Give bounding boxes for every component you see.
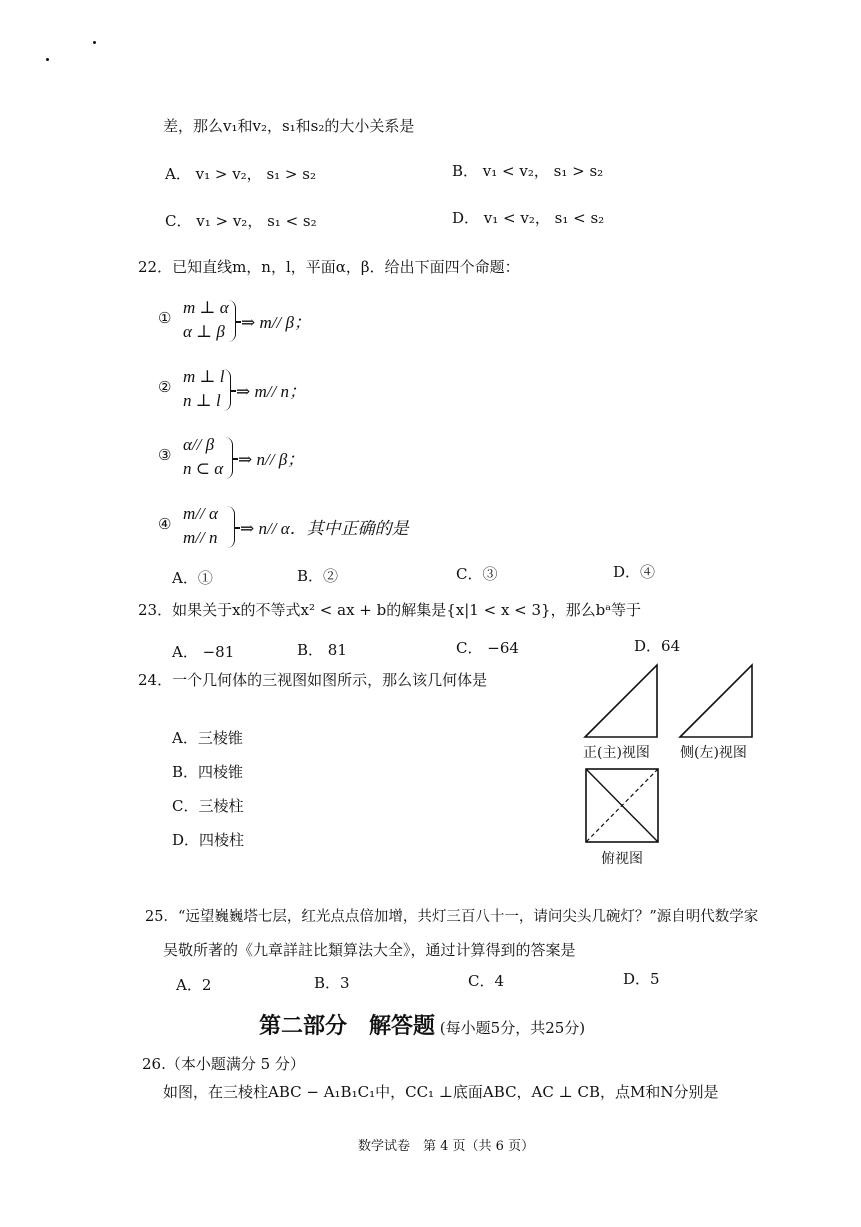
q21-option-a[interactable]: A． v₁ > v₂， s₁ > s₂ [165,165,316,183]
brace [222,437,233,479]
q25-line-1: 25．“远望巍巍塔七层，红光点点倍加增，共灯三百八十一，请问尖头几碗灯？”源自明代数学家 [145,909,759,925]
q25-option-b[interactable]: B．3 [314,974,350,992]
prop-line-1: m ⊥ l [183,367,225,386]
prop-number: ③ [158,446,172,464]
part2-title: 第二部分 解答题 [259,1014,436,1039]
prop-line-2: n ⊂ α [183,459,224,478]
q22-stem: 22．已知直线m，n，l，平面α，β．给出下面四个命题： [138,258,520,276]
scan-speck [46,58,49,61]
prop-result: ⇒ n// β； [238,450,305,469]
q21-option-b[interactable]: B． v₁ < v₂， s₁ > s₂ [452,162,604,180]
prop-number: ④ [158,515,172,533]
q22-option-a[interactable]: A．① [172,569,213,587]
q21-option-c[interactable]: C． v₁ > v₂， s₁ < s₂ [165,212,317,230]
q23-option-d[interactable]: D．64 [634,637,681,655]
brace [225,300,236,342]
q24-option-b[interactable]: B．四棱锥 [172,763,244,781]
brace [224,506,235,548]
q21-option-d[interactable]: D． v₁ < v₂， s₁ < s₂ [452,209,605,227]
q22-option-b[interactable]: B．② [297,567,339,585]
prop-result: ⇒ m// β； [241,313,311,332]
q23-option-a[interactable]: A． −81 [172,643,235,661]
side-view-triangle [680,665,752,737]
q24-option-d[interactable]: D．四棱柱 [172,831,245,849]
q26-body: 如图，在三棱柱ABC − A₁B₁C₁中，CC₁ ⊥底面ABC，AC ⊥ CB，点M和N分别是 [163,1083,719,1101]
q25-option-a[interactable]: A．2 [176,976,212,994]
brace [220,369,231,411]
prop-line-2: n ⊥ l [183,391,221,410]
top-view-label: 俯视图 [601,851,643,867]
prop-number: ② [158,378,172,396]
q24-stem: 24．一个几何体的三视图如图所示，那么该几何体是 [138,671,488,689]
part2-subtitle: (每小题5分，共25分) [439,1019,586,1037]
part2-heading [259,1009,585,1040]
q23-option-c[interactable]: C． −64 [456,639,519,657]
scan-speck [93,41,96,44]
q21-continuation: 差，那么v₁和v₂，s₁和s₂的大小关系是 [163,117,415,135]
q25-option-c[interactable]: C．4 [468,972,505,990]
side-view-label: 侧(左)视图 [680,745,747,761]
q24-option-c[interactable]: C．三棱柱 [172,797,244,815]
q23-option-b[interactable]: B． 81 [297,641,347,659]
prop-result: ⇒ n// α．其中正确的是 [240,519,409,538]
prop-number: ① [158,309,172,327]
q25-line-2: 吴敬所著的《九章詳註比類算法大全》，通过计算得到的答案是 [163,941,576,959]
q25-option-d[interactable]: D．5 [623,970,660,988]
q22-option-d[interactable]: D．④ [613,563,656,581]
front-view-label: 正(主)视图 [583,745,650,761]
q24-option-a[interactable]: A．三棱锥 [172,729,243,747]
front-view-triangle [585,665,657,737]
prop-line-2: α ⊥ β [183,322,225,341]
q22-option-c[interactable]: C．③ [456,565,498,583]
prop-result: ⇒ m// n； [236,382,306,401]
prop-line-1: m// α [183,504,218,523]
three-view-drawing [570,660,770,865]
q23-stem: 23．如果关于x的不等式x² < ax + b的解集是{x|1 < x < 3}，那么bᵃ等于 [138,601,641,619]
prop-line-2: m// n [183,528,218,547]
prop-line-1: m ⊥ α [183,298,229,317]
q26-heading: 26.（本小题满分 5 分） [142,1055,305,1073]
page-footer: 数学试卷 第 4 页（共 6 页） [358,1139,535,1154]
prop-line-1: α// β [183,435,215,454]
